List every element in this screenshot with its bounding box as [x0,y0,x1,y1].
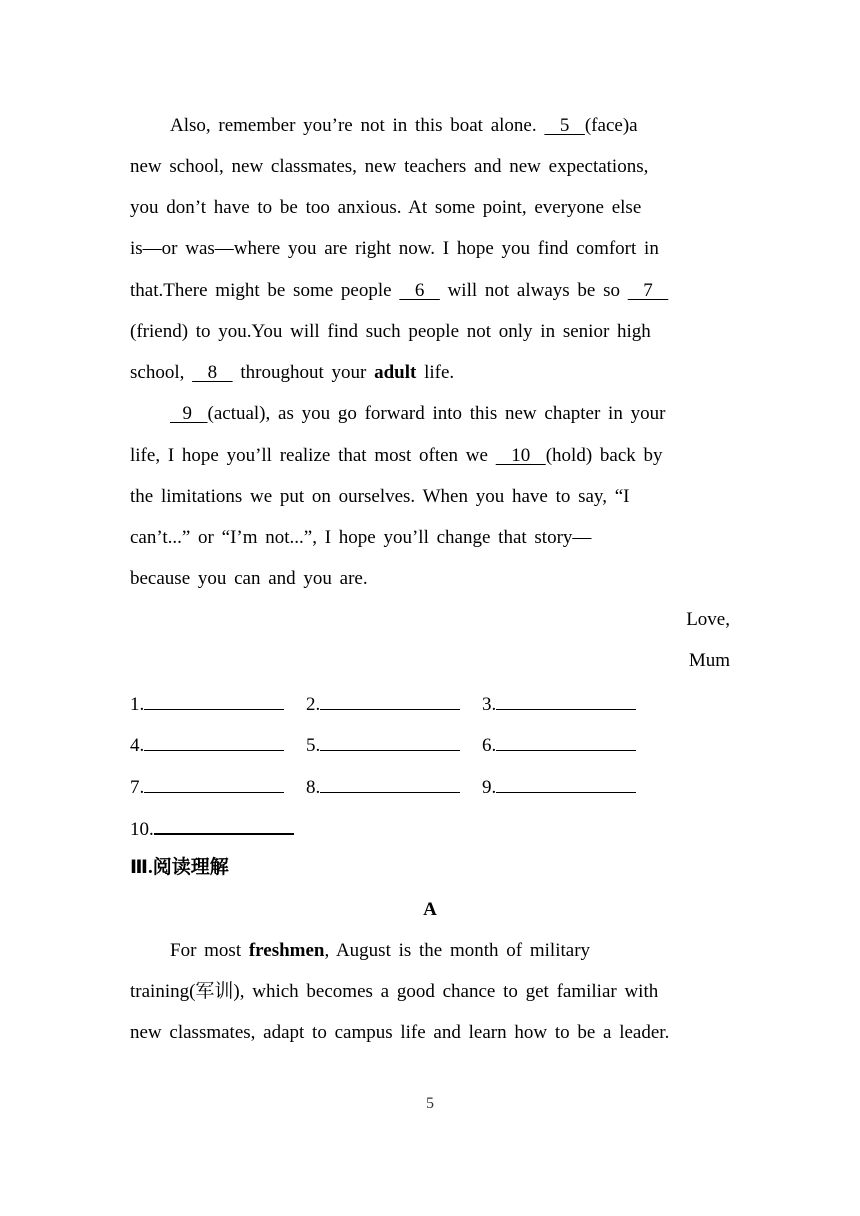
letter-line-4: is—or was—where you are right now. I hope you find comfort in [130,238,659,259]
answer-label-8: 8. [306,777,321,798]
blank-6: 6 [399,280,440,301]
text: will not always be so [447,280,620,301]
answer-row-1 [130,691,730,717]
answer-blank-2[interactable] [320,691,460,710]
answer-label-7: 7. [130,777,145,798]
answer-blank-8[interactable] [320,774,460,793]
text: For most [170,940,242,961]
letter-line-2: new school, new classmates, new teachers and new expectations, [130,156,649,177]
answer-label-9: 9. [482,777,497,798]
passage-line-1 [170,939,730,963]
answer-blank-1[interactable] [144,691,284,710]
letter-line-3: you don’t have to be too anxious. At some point, everyone else [130,197,642,218]
letter-line-11: can’t...” or “I’m not...”, I hope you’ll change that story— [130,527,592,548]
letter-line-5 [130,279,730,303]
text: that.There might be some people [130,280,392,301]
answer-blank-5[interactable] [320,732,460,751]
answer-blank-4[interactable] [144,732,284,751]
answer-blank-7[interactable] [144,774,284,793]
text: (actual), as you go forward into this new chapter in your [207,403,666,424]
page-number: 5 [426,1095,434,1112]
letter-line-12: because you can and you are. [130,568,368,589]
letter-line-9 [130,444,730,468]
answer-label-3: 3. [482,694,497,715]
letter-signature: Mum [688,650,730,671]
letter-line-10: the limitations we put on ourselves. When you have to say, “I [130,486,630,507]
letter-line-1 [170,114,730,138]
answer-label-4: 4. [130,735,145,756]
answer-row-4 [130,815,730,842]
text: life, I hope you’ll realize that most often we [130,445,488,466]
letter-line-8 [170,402,730,426]
blank-9: 9 [170,403,208,424]
passage-label: A [423,899,437,920]
letter-line-6: (friend) to you.You will find such people not only in senior high [130,321,651,342]
text: life. [424,362,455,383]
text: (hold) back by [545,445,663,466]
answer-label-10: 10. [130,819,154,840]
text: (face)a [584,115,638,136]
answer-label-2: 2. [306,694,321,715]
answer-blank-6[interactable] [496,732,636,751]
answer-label-6: 6. [482,735,497,756]
answer-blank-10[interactable] [154,815,294,835]
text: throughout your [240,362,367,383]
blank-7: 7 [627,280,669,301]
section-title: Ⅲ.阅读理解 [130,857,229,878]
letter-line-7 [130,361,730,385]
text: , August is the month of military [324,940,591,961]
passage-line-3: new classmates, adapt to campus life and learn how to be a leader. [130,1022,670,1043]
blank-8: 8 [192,362,233,383]
answer-blank-9[interactable] [496,774,636,793]
blank-5: 5 [544,115,585,136]
text: school, [130,362,185,383]
passage-line-2: training(军训), which becomes a good chance to get familiar with [130,981,659,1002]
answer-label-1: 1. [130,694,145,715]
answer-blank-3[interactable] [496,691,636,710]
blank-10: 10 [495,445,546,466]
text: Also, remember you’re not in this boat alone. [170,115,537,136]
answer-label-5: 5. [306,735,321,756]
answer-row-2 [130,732,730,758]
letter-closing: Love, [686,609,730,630]
bold-word-adult: adult [374,362,417,383]
answer-row-3 [130,774,730,800]
bold-word-freshmen: freshmen [248,940,325,961]
